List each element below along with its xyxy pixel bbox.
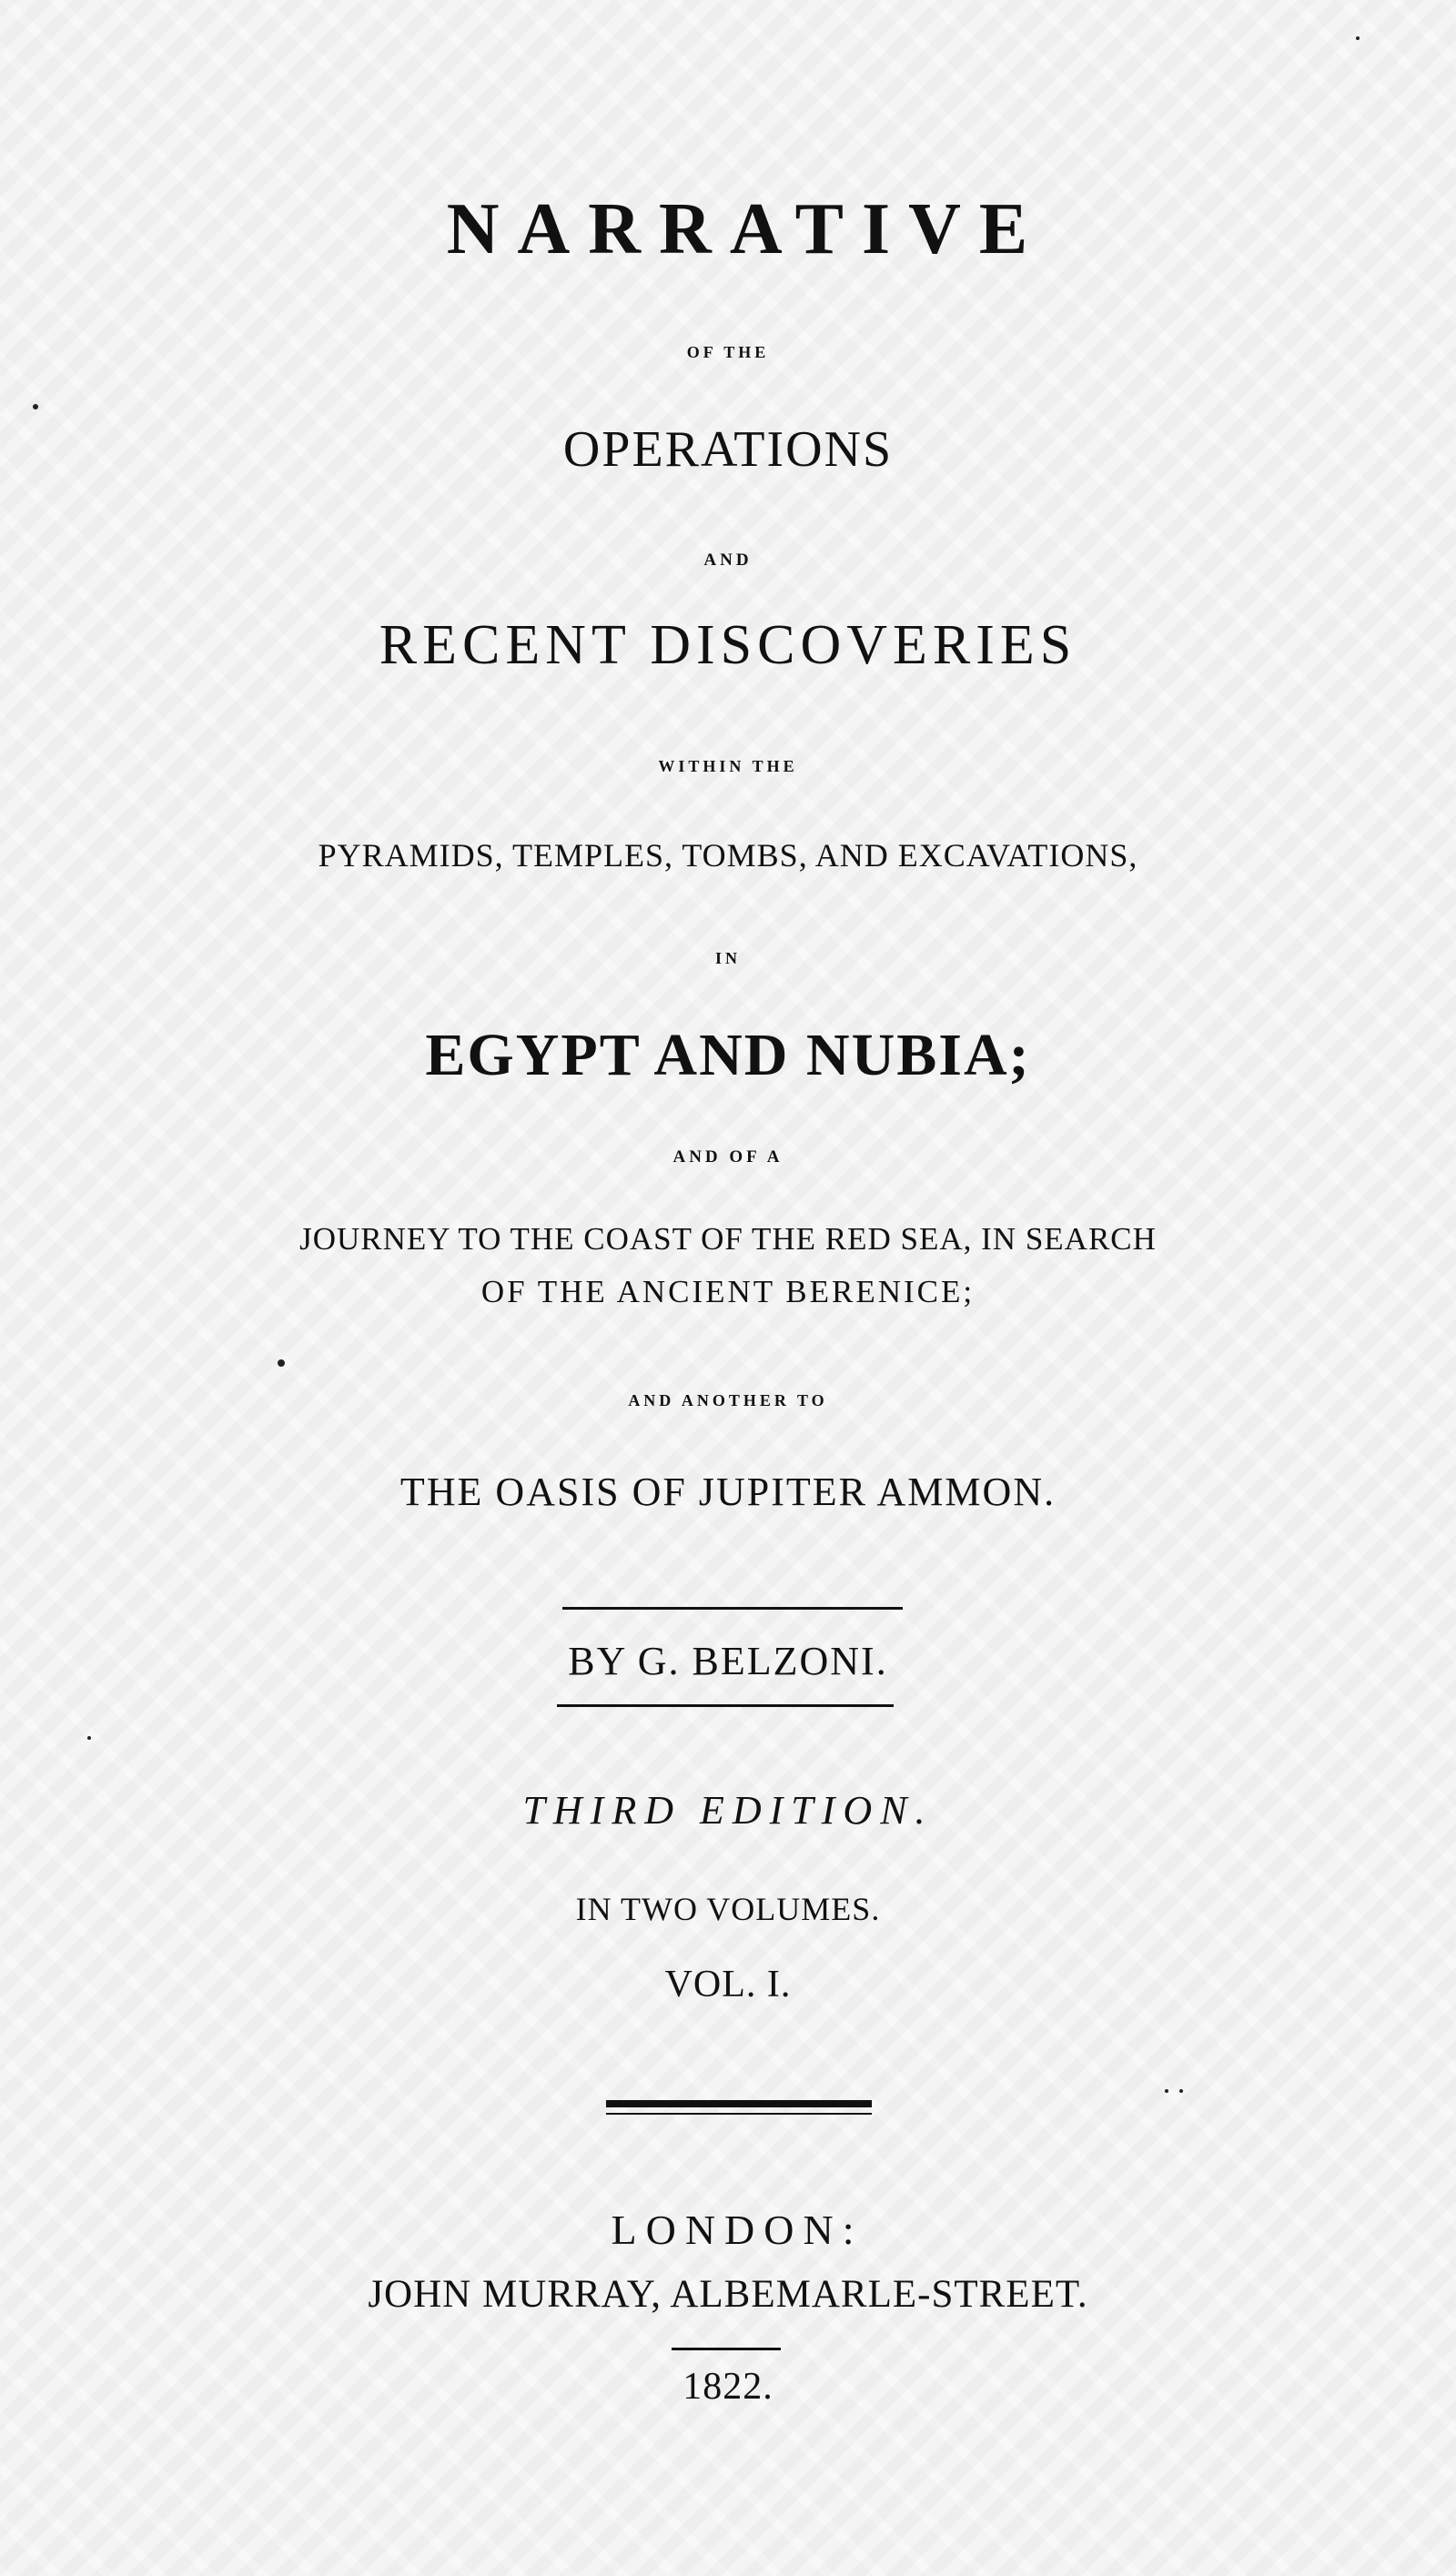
author-rule-bottom [557, 1704, 894, 1707]
connector-in: IN [714, 949, 741, 967]
imprint-publisher: JOHN MURRAY, ALBEMARLE-STREET. [368, 2273, 1088, 2316]
author-line: BY G. BELZONI. [568, 1639, 888, 1683]
connector-and-of-a: AND OF A [672, 1147, 784, 1167]
imprint-year: 1822. [682, 2366, 774, 2408]
journey-line-2: OF THE ANCIENT BERENICE; [480, 1274, 976, 1309]
title-operations: OPERATIONS [562, 421, 894, 478]
print-speck [87, 1736, 91, 1740]
title-egypt-and-nubia: EGYPT AND NUBIA; [425, 1022, 1031, 1088]
places-line: PYRAMIDS, TEMPLES, TOMBS, AND EXCAVATIONS, [318, 837, 1138, 874]
imprint-rule-thin [606, 2113, 872, 2115]
year-rule [672, 2348, 781, 2350]
connector-within-the: WITHIN THE [658, 757, 798, 775]
print-speck [33, 404, 38, 409]
oasis-line: THE OASIS OF JUPITER AMMON. [399, 1470, 1057, 1514]
connector-of-the: OF THE [686, 343, 770, 361]
print-speck [1179, 2089, 1183, 2093]
imprint-city: LONDON: [611, 2207, 864, 2253]
volumes-line: IN TWO VOLUMES. [575, 1891, 881, 1927]
connector-and-another-to: AND ANOTHER TO [628, 1391, 828, 1409]
volume-number: VOL. I. [664, 1964, 792, 2005]
print-speck [1356, 36, 1360, 40]
title-recent-discoveries: RECENT DISCOVERIES [379, 614, 1077, 676]
connector-and: AND [703, 551, 753, 570]
imprint-rule-thick [606, 2100, 872, 2107]
print-speck [1165, 2089, 1168, 2093]
book-title: NARRATIVE [446, 189, 1046, 269]
edition-line: THIRD EDITION. [522, 1788, 934, 1833]
journey-line-1: JOURNEY TO THE COAST OF THE RED SEA, IN SEARCH [299, 1221, 1157, 1257]
author-rule-top [562, 1607, 903, 1610]
print-speck [278, 1359, 285, 1367]
